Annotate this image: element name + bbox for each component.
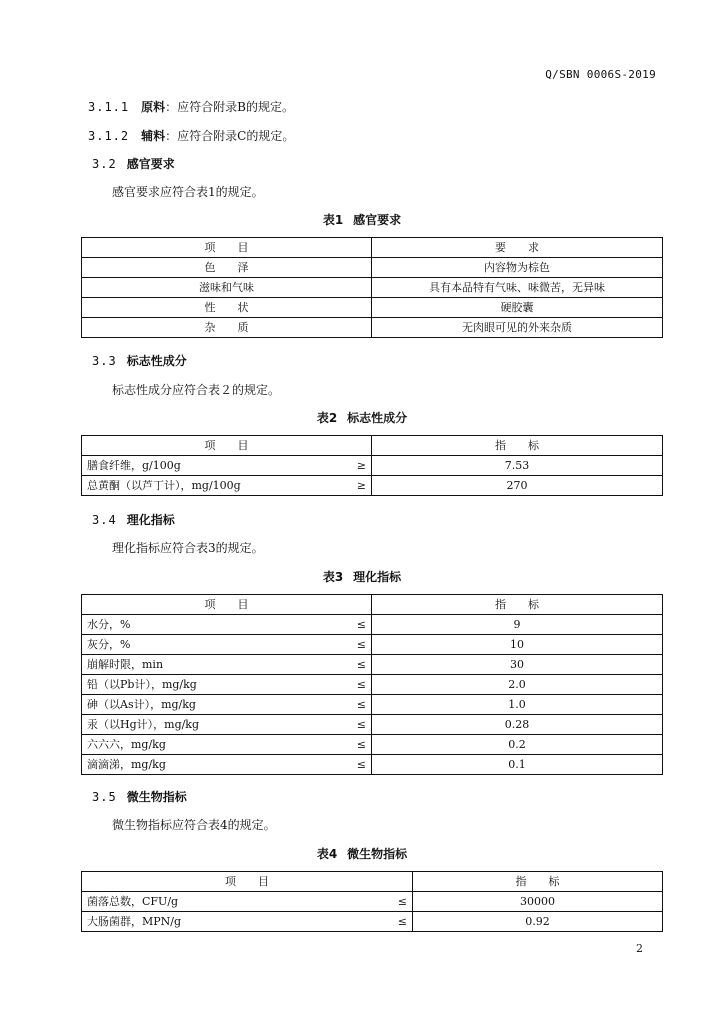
row-item-cell: [82, 675, 372, 695]
row-value: 10: [372, 635, 663, 655]
row-item: 砷（以As计），mg/kg: [87, 698, 196, 711]
row-operator: ≤: [356, 618, 366, 631]
page-number: 2: [636, 942, 643, 955]
row-value: 9: [372, 615, 663, 635]
clause-text: ：应符合附录B的规定。: [165, 100, 294, 114]
section-3-3-intro: 标志性成分应符合表２的规定。: [112, 383, 281, 397]
row-item-cell: [82, 456, 372, 476]
caption-title: 感官要求: [353, 213, 402, 227]
row-item-cell: [82, 635, 372, 655]
table-row: [82, 892, 663, 912]
row-item-cell: [82, 655, 372, 675]
row-value: 0.28: [372, 715, 663, 735]
row-operator: ≤: [356, 658, 366, 671]
row-value: 1.0: [372, 695, 663, 715]
table-row: [82, 715, 663, 735]
row-item-cell: [82, 912, 413, 932]
table-row: [82, 318, 663, 338]
table-header-row: [82, 872, 663, 892]
table4-microbiological: [81, 871, 663, 932]
row-requirement: 具有本品特有气味、味微苦，无异味: [372, 278, 663, 298]
header-index: 指 标: [413, 872, 663, 892]
section-3-4-intro: 理化指标应符合表3的规定。: [112, 541, 264, 555]
row-operator: ≤: [397, 915, 407, 928]
row-item: 汞（以Hg计），mg/kg: [87, 718, 200, 731]
caption-number: 表3: [322, 570, 344, 584]
table-row: [82, 675, 663, 695]
row-item: 色 泽: [82, 258, 372, 278]
header-item: 项 目: [82, 872, 413, 892]
caption-number: 表4: [316, 847, 338, 861]
section-title: 感官要求: [126, 157, 175, 171]
table-row: [82, 456, 663, 476]
row-operator: ≤: [356, 718, 366, 731]
header-index: 指 标: [372, 595, 663, 615]
row-value: 0.92: [413, 912, 663, 932]
table-row: [82, 476, 663, 496]
section-title: 理化指标: [126, 513, 175, 527]
table2-caption: [0, 409, 724, 426]
row-value: 2.0: [372, 675, 663, 695]
row-item-cell: [82, 715, 372, 735]
table4-caption: [0, 845, 724, 862]
table-row: [82, 755, 663, 775]
section-3-2-intro: 感官要求应符合表1的规定。: [112, 185, 264, 199]
row-item-cell: [82, 755, 372, 775]
row-item: 性 状: [82, 298, 372, 318]
row-operator: ≤: [356, 678, 366, 691]
section-number: 3.5: [92, 790, 117, 804]
table3-physicochemical: [81, 594, 663, 775]
row-value: 30: [372, 655, 663, 675]
row-value: 7.53: [372, 456, 663, 476]
row-requirement: 硬胶囊: [372, 298, 663, 318]
table-row: [82, 695, 663, 715]
table-row: [82, 912, 663, 932]
caption-title: 标志性成分: [347, 411, 408, 425]
table1-caption: [0, 211, 724, 228]
row-item-cell: [82, 735, 372, 755]
row-item-cell: [82, 695, 372, 715]
row-item: 灰分，%: [87, 638, 131, 651]
row-requirement: 无肉眼可见的外来杂质: [372, 318, 663, 338]
row-operator: ≤: [356, 758, 366, 771]
table-row: [82, 635, 663, 655]
clause-text: ：应符合附录C的规定。: [165, 129, 295, 143]
row-value: 0.2: [372, 735, 663, 755]
table-row: [82, 278, 663, 298]
row-item: 膳食纤维，g/100g: [87, 459, 181, 472]
table-row: [82, 298, 663, 318]
section-3-3-heading: [92, 352, 187, 369]
section-number: 3.4: [92, 513, 117, 527]
row-value: 0.1: [372, 755, 663, 775]
section-3-5-intro: 微生物指标应符合表4的规定。: [112, 818, 276, 832]
section-3-4-heading: [92, 511, 175, 528]
table-row: [82, 615, 663, 635]
section-3-2-heading: [92, 155, 175, 172]
clause-number: 3.1.2: [88, 129, 130, 143]
row-requirement: 内容物为棕色: [372, 258, 663, 278]
caption-number: 表1: [322, 213, 344, 227]
caption-title: 理化指标: [353, 570, 402, 584]
section-number: 3.3: [92, 354, 117, 368]
document-code: Q/SBN 0006S-2019: [545, 68, 656, 81]
header-requirement: 要 求: [372, 238, 663, 258]
row-item-cell: [82, 892, 413, 912]
row-item: 滋味和气味: [82, 278, 372, 298]
header-item: 项 目: [82, 238, 372, 258]
row-operator: ≥: [356, 459, 366, 472]
row-item: 杂 质: [82, 318, 372, 338]
header-index: 指 标: [372, 436, 663, 456]
clause-label: 原料: [141, 100, 166, 114]
table-row: [82, 655, 663, 675]
section-title: 微生物指标: [126, 790, 187, 804]
table-header-row: [82, 595, 663, 615]
row-value: 270: [372, 476, 663, 496]
table-row: [82, 735, 663, 755]
table-header-row: [82, 238, 663, 258]
section-3-5-heading: [92, 788, 187, 805]
table3-caption: [0, 568, 724, 585]
row-item: 铅（以Pb计），mg/kg: [87, 678, 197, 691]
caption-number: 表2: [316, 411, 338, 425]
row-item-cell: [82, 476, 372, 496]
section-title: 标志性成分: [126, 354, 187, 368]
table-header-row: [82, 436, 663, 456]
row-item: 水分，%: [87, 618, 131, 631]
caption-title: 微生物指标: [347, 847, 408, 861]
row-value: 30000: [413, 892, 663, 912]
row-item: 六六六，mg/kg: [87, 738, 166, 751]
clause-3-1-1: [88, 98, 294, 115]
table1-sensory: [81, 237, 663, 338]
row-item: 总黄酮（以芦丁计），mg/100g: [87, 479, 241, 492]
row-item: 滴滴涕，mg/kg: [87, 758, 166, 771]
clause-label: 辅料: [141, 129, 166, 143]
row-item-cell: [82, 615, 372, 635]
row-operator: ≤: [356, 738, 366, 751]
clause-3-1-2: [88, 127, 294, 144]
row-operator: ≤: [397, 895, 407, 908]
row-item: 崩解时限，min: [87, 658, 164, 671]
table2-marker-components: [81, 435, 663, 496]
row-operator: ≤: [356, 698, 366, 711]
table-row: [82, 258, 663, 278]
header-item: 项 目: [82, 436, 372, 456]
clause-number: 3.1.1: [88, 100, 130, 114]
row-item: 大肠菌群，MPN/g: [87, 915, 182, 928]
header-item: 项 目: [82, 595, 372, 615]
row-operator: ≤: [356, 638, 366, 651]
row-item: 菌落总数，CFU/g: [87, 895, 179, 908]
row-operator: ≥: [356, 479, 366, 492]
section-number: 3.2: [92, 157, 117, 171]
